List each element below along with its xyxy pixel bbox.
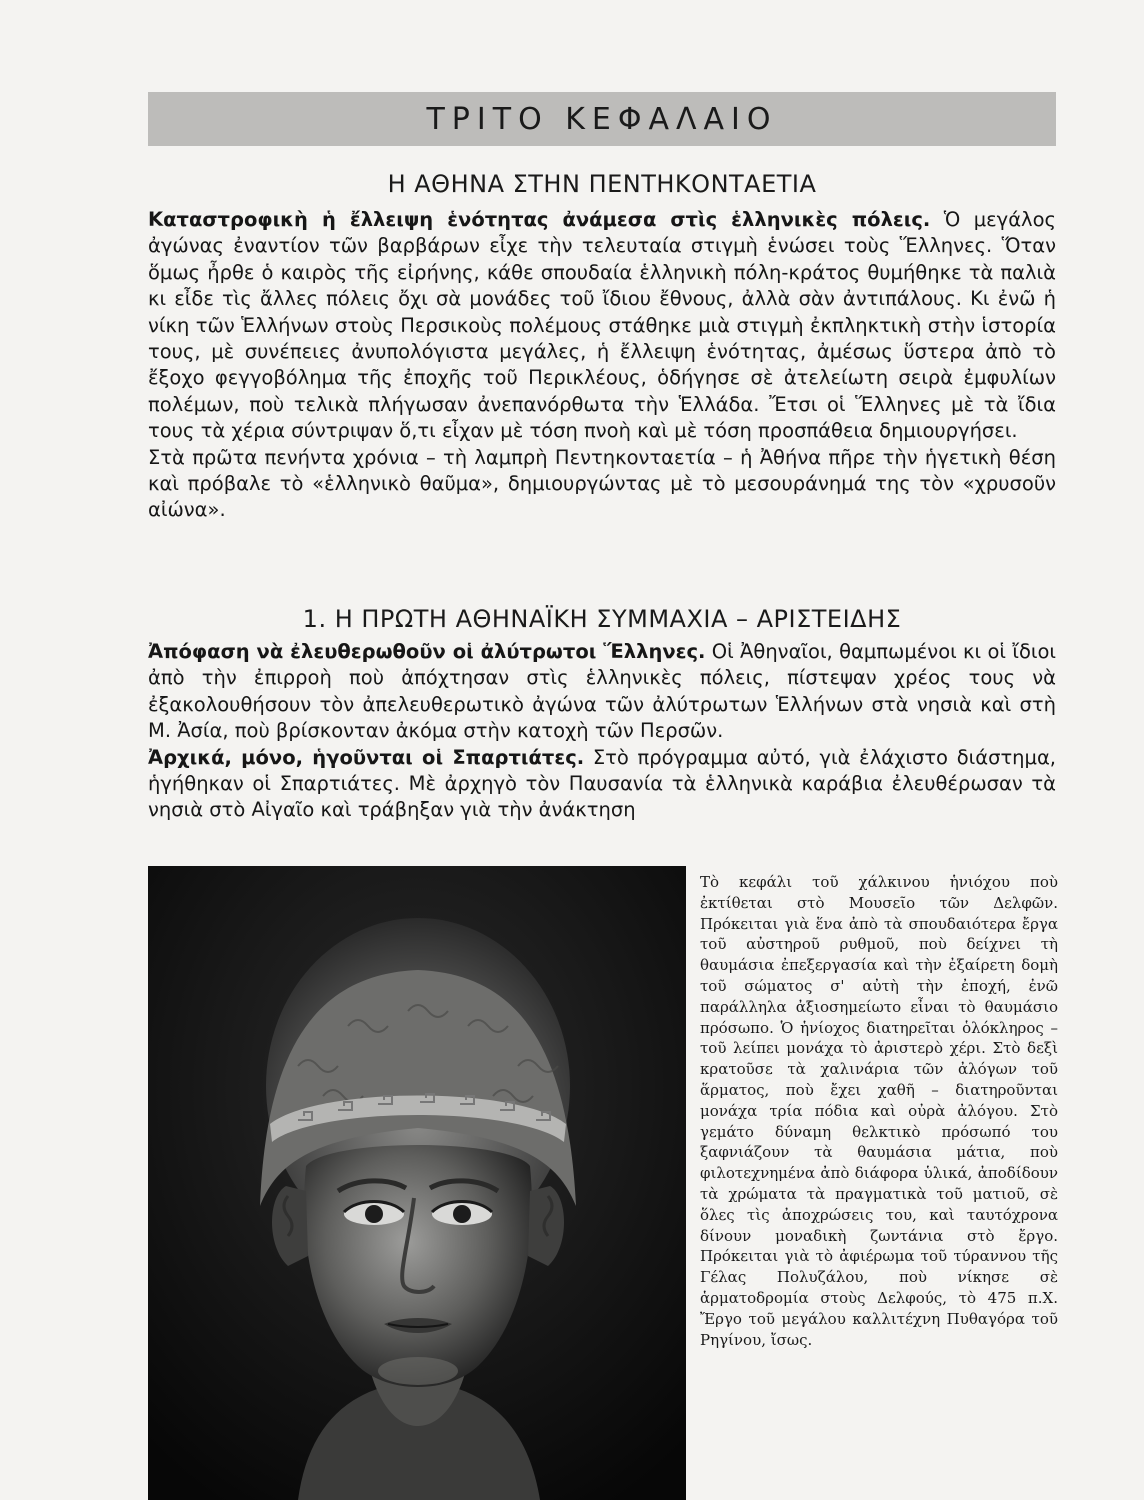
section1-lead-heading-2: Ἀρχικά, μόνο, ἡγοῦνται οἱ Σπαρτιάτες. <box>148 745 585 769</box>
chapter-banner <box>148 92 1056 146</box>
intro-paragraph-2: Στὰ πρῶτα πενήντα χρόνια – τὴ λαμπρὴ Πεντηκονταετία – ἡ Ἀθήνα πῆρε τὴν ἡγετικὴ θέση καὶ πρόβαλε τὸ «ἑλληνικὸ θαῦμα», δημιουργώντας μὲ τὸ μεσουράνημά της τὸν «χρυσοῦν αἰώνα». <box>148 445 1056 522</box>
chapter-title: ΤΡΙΤΟ ΚΕΦΑΛΑΙΟ <box>426 101 778 137</box>
section1-paragraph-1 <box>148 639 1056 745</box>
subsection-title: 1. Η ΠΡΩΤΗ ΑΘΗΝΑΪΚΗ ΣΥΜΜΑΧΙΑ – ΑΡΙΣΤΕΙΔΗΣ <box>302 605 902 633</box>
photo-caption: Τὸ κεφάλι τοῦ χάλκινου ἡνιόχου ποὺ ἐκτίθεται στὸ Μουσεῖο τῶν Δελφῶν. Πρόκειται γιὰ ἕνα ἀπὸ τὰ σπουδαιότερα ἔργα τοῦ αὐστηροῦ ρυθμοῦ, ποὺ δείχνει τὴ θαυμάσια ἐπεξεργασία καὶ τὴν ἐξαίρετη δομὴ τοῦ σώματος σ' αὐτὴ τὴν ἐποχή, ἐνῶ παράλληλα ἀξιοσημείωτο εἶναι τὸ θαυμάσιο πρόσωπο. Ὁ ἡνίοχος διατηρεῖται ὁλόκληρος – τοῦ λείπει μονάχα τὸ ἀριστερὸ χέρι. Στὸ δεξὶ κρατοῦσε τὰ χαλινάρια τῶν ἀλόγων τοῦ ἅρματος, ποὺ ἔχει χαθῆ – διατηροῦνται μονάχα τρία πόδια καὶ οὐρὰ ἀλόγου. Στὸ γεμάτο δύναμη θελκτικὸ πρόσωπό του ξαφνιάζουν τὰ θαυμάσια μάτια, ποὺ φιλοτεχνημένα ἀπὸ διάφορα ὑλικά, ἀποδίδουν τὰ χρώματα τὰ πραγματικὰ τοῦ ματιοῦ, σὲ ὅλες τὶς ἀποχρώσεις του, καὶ ταυτόχρονα δίνουν μοναδικὴ ζωντάνια στὸ ἔργο. Πρόκειται γιὰ τὸ ἀφιέρωμα τοῦ τύραννου τῆς Γέλας Πολυζάλου, ποὺ νίκησε σὲ ἁρματοδρομία στοὺς Δελφούς, τὸ 475 π.Χ. Ἔργο τοῦ μεγάλου καλλιτέχνη Πυθαγόρα τοῦ Ρηγίνου, ἴσως. <box>700 873 1058 1349</box>
section1-text <box>148 639 1056 824</box>
intro-paragraph-1-body: Ὁ μεγάλος ἀγώνας ἐναντίον τῶν βαρβάρων εἶχε τὴν τελευταία στιγμὴ ἑνώσει τοὺς Ἕλληνες. Ὅταν ὅμως ἦρθε ὁ καιρὸς τῆς εἰρήνης, κάθε σπουδαία ἑλληνικὴ πόλη-κράτος θυμήθηκε τὰ παλιὰ κι εἶδε τὶς ἄλλες πόλεις ὄχι σὰ μονάδες τοῦ ἴδιου ἔθνους, ἀλλὰ σὰν ἀντιπάλους. Κι ἐνῶ ἡ νίκη τῶν Ἑλλήνων στοὺς Περσικοὺς πολέμους στάθηκε μιὰ στιγμὴ ἐκπληκτικὴ στὴν ἱστορία τους, μὲ συνέπειες ἀνυπολόγιστα μεγάλες, ἡ ἔλλειψη ἑνότητας, ἀμέσως ὕστερα ἀπὸ τὸ ἔξοχο φεγγοβόλημα τῆς ἐποχῆς τοῦ Περικλέους, ὁδήγησε σὲ ἀτελείωτη σειρὰ ἐμφυλίων πολέμων, ποὺ τελικὰ πλήγωσαν ἀνεπανόρθωτα τὴν Ἑλλάδα. Ἔτσι οἱ Ἕλληνες μὲ τὰ ἴδια τους τὰ χέρια σύντριψαν ὅ,τι εἶχαν μὲ τόση πνοὴ καὶ μὲ τόση προσπάθεια δημιουργήσει. <box>148 208 1056 443</box>
charioteer-photo <box>148 866 686 1500</box>
section1-paragraph-2-body: Στὸ πρόγραμμα αὐτό, γιὰ ἐλάχιστο διάστημα, ἡγήθηκαν οἱ Σπαρτιάτες. Μὲ ἀρχηγὸ τὸν Παυσανία τὰ ἑλληνικὰ καράβια ἐλευθέρωσαν τὰ νησιὰ στὸ Αἰγαῖο καὶ τράβηξαν γιὰ τὴν ἀνάκτηση <box>148 745 1056 822</box>
section-title: Η ΑΘΗΝΑ ΣΤΗΝ ΠΕΝΤΗΚΟΝΤΑΕΤΙΑ <box>387 170 817 198</box>
intro-lead-heading: Καταστροφικὴ ἡ ἔλλειψη ἑνότητας ἀνάμεσα στὶς ἑλληνικὲς πόλεις. <box>148 208 931 231</box>
section1-paragraph-1-body: Οἱ Ἀθηναῖοι, θαμπωμένοι κι οἱ ἴδιοι ἀπὸ τὴν ἐπιρροὴ ποὺ ἀπόχτησαν στὶς ἑλληνικὲς πόλεις, πίστεψαν χρέος τους νὰ ἐξακολουθήσουν τὸν ἀπελευθερωτικὸ ἀγώνα τῶν ἀλύτρωτων Ἑλλήνων στὰ νησιὰ καὶ στὴ Μ. Ἀσία, ποὺ βρίσκονταν ἀκόμα στὴν κατοχὴ τῶν Περσῶν. <box>148 640 1056 743</box>
section1-lead-heading-1: Ἀπόφαση νὰ ἐλευθερωθοῦν οἱ ἀλύτρωτοι Ἕλληνες. <box>148 640 706 663</box>
section1-paragraph-2 <box>148 745 1056 824</box>
charioteer-head-image <box>148 866 686 1500</box>
intro-paragraph-1 <box>148 207 1056 445</box>
intro-text <box>148 207 1056 524</box>
